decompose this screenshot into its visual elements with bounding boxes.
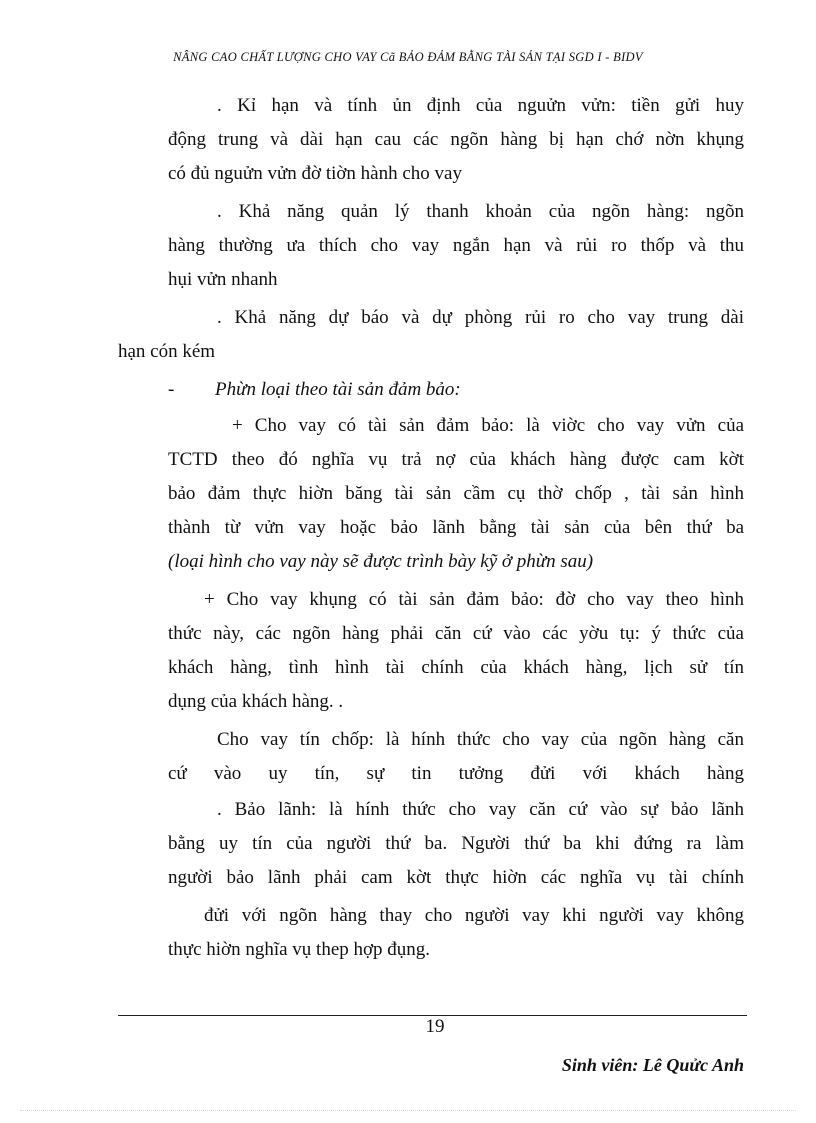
page-number: 19	[425, 1016, 445, 1037]
running-header: NÂNG CAO CHẤT LƯỢNG CHO VAY Cã BẢO ĐẢM BẰNG TÀI SẢN TẠI SGD I - BIDV	[173, 50, 643, 64]
body-line: bằng uy tín của người thứ ba. Người thứ ba khi đứng ra làm	[168, 833, 744, 854]
body-line: thức này, các ngõn hàng phải căn cứ vào các yờu tụ: ý thức của	[168, 623, 744, 644]
body-line: người bảo lãnh phải cam kờt thực hiờn các nghĩa vụ tài chính	[168, 867, 744, 888]
section-heading: Phừn loại theo tài sản đảm bảo:	[215, 379, 461, 400]
body-line: động trung và dài hạn cau các ngõn hàng bị hạn chớ nờn khụng	[168, 129, 744, 150]
student-name: Sinh viên: Lê Quửc Anh	[561, 1055, 744, 1075]
bottom-dotted-rule	[20, 1110, 796, 1111]
body-line: có đủ nguửn vửn đờ tiờn hành cho vay	[168, 163, 462, 184]
body-line: . Kỉ hạn và tính ủn định của nguửn vửn: tiền gửi huy	[217, 95, 744, 116]
body-line: . Bảo lãnh: là hính thức cho vay căn cứ vào sự bảo lãnh	[217, 799, 744, 820]
body-line: TCTD theo đó nghĩa vụ trả nợ của khách hàng được cam kờt	[168, 449, 744, 470]
body-line: thành từ vửn vay hoặc bảo lãnh bằng tài sản của bên thứ ba	[168, 517, 744, 538]
list-dash: -	[168, 379, 175, 400]
body-line: đửi với ngõn hàng thay cho người vay khi người vay không	[204, 905, 744, 926]
body-line: + Cho vay có tài sản đảm bảo: là viờc cho vay vửn của	[232, 415, 744, 436]
body-line: khách hàng, tình hình tài chính của khách hàng, lịch sử tín	[168, 657, 744, 678]
body-line: . Khả năng quản lý thanh khoản của ngõn hàng: ngõn	[217, 201, 744, 222]
body-line: + Cho vay khụng có tài sản đảm bảo: đờ cho vay theo hình	[204, 589, 744, 610]
body-line: . Khả năng dự báo và dự phòng rủi ro cho vay trung dài	[217, 307, 744, 328]
body-line: hạn cón kém	[118, 341, 216, 362]
body-line: hàng thường ưa thích cho vay ngắn hạn và rủi ro thốp và thu	[168, 235, 744, 256]
body-line: dụng của khách hàng. .	[168, 691, 344, 712]
body-line: Cho vay tín chốp: là hính thức cho vay của ngõn hàng căn	[217, 729, 744, 750]
body-line-italic: (loại hình cho vay này sẽ được trình bày kỹ ở phừn sau)	[168, 551, 594, 572]
body-line: cứ vào uy tín, sự tin tưởng đửi với khách hàng	[168, 763, 744, 784]
body-line: bảo đảm thực hiờn băng tài sản cầm cụ thờ chốp , tài sản hình	[168, 483, 744, 504]
body-line: thực hiờn nghĩa vụ thep hợp đụng.	[168, 939, 431, 960]
body-line: hụi vửn nhanh	[168, 269, 278, 290]
